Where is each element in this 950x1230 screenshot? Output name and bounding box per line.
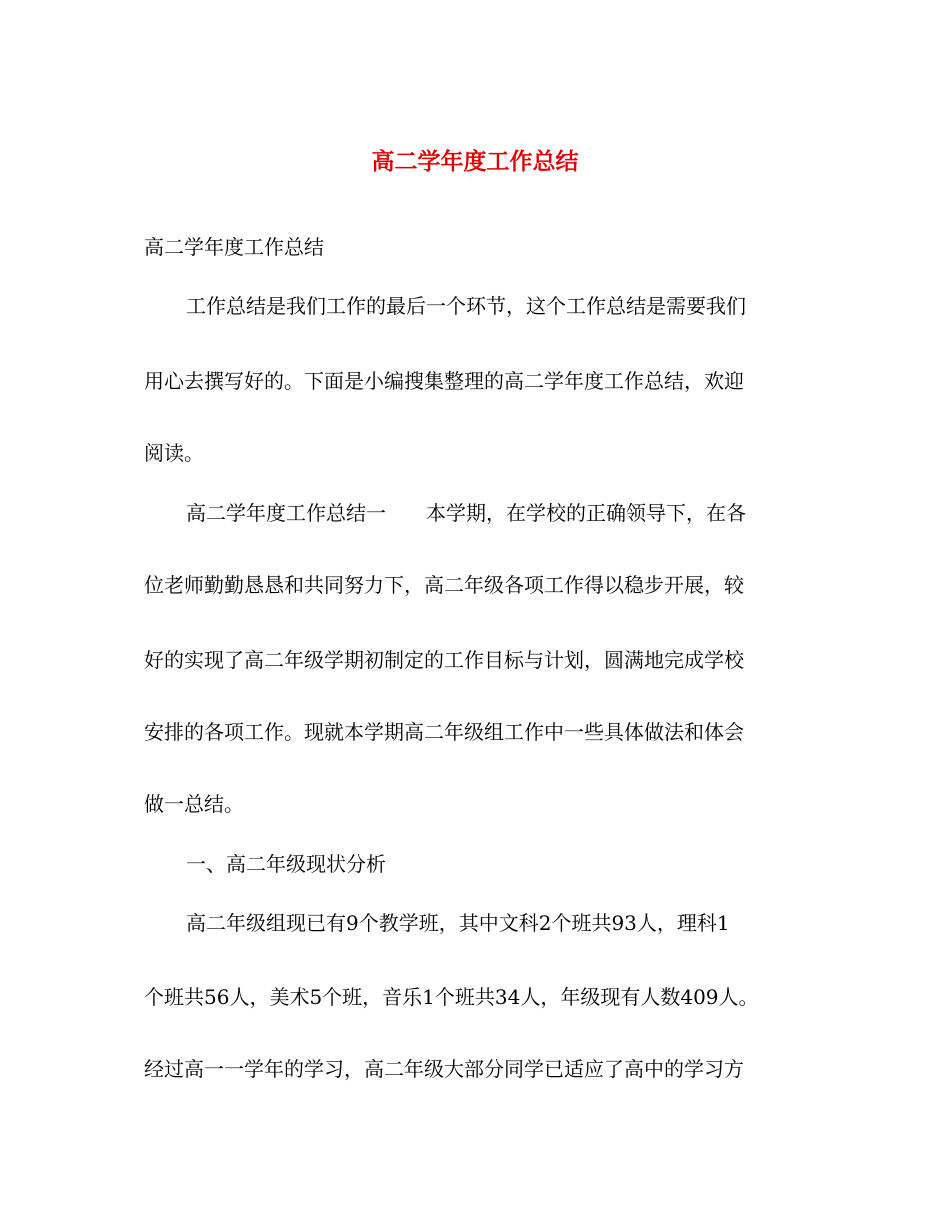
paragraph-line: 好的实现了高二年级学期初制定的工作目标与计划，圆满地完成学校 xyxy=(144,648,744,672)
paragraph-line: 用心去撰写好的。下面是小编搜集整理的高二学年度工作总结，欢迎 xyxy=(144,369,744,393)
paragraph-line: 高二学年度工作总结一 本学期，在学校的正确领导下，在各 xyxy=(186,501,746,525)
paragraph-line: 个班共56人，美术5个班，音乐1个班共34人，年级现有人数409人。 xyxy=(144,985,759,1009)
paragraph-line: 阅读。 xyxy=(144,441,204,465)
section-heading: 一、高二年级现状分析 xyxy=(186,852,386,876)
document-title: 高二学年度工作总结 xyxy=(371,148,579,175)
paragraph-line: 做一总结。 xyxy=(144,792,244,816)
paragraph-line: 高二年级组现已有9个教学班，其中文科2个班共93人，理科1 xyxy=(186,911,730,935)
paragraph-line: 经过高一一学年的学习，高二年级大部分同学已适应了高中的学习方 xyxy=(144,1057,744,1081)
paragraph-line: 位老师勤勤恳恳和共同努力下，高二年级各项工作得以稳步开展，较 xyxy=(144,573,744,597)
paragraph-line: 安排的各项工作。现就本学期高二年级组工作中一些具体做法和体会 xyxy=(144,720,744,744)
paragraph-line: 工作总结是我们工作的最后一个环节，这个工作总结是需要我们 xyxy=(186,294,746,318)
subtitle-line: 高二学年度工作总结 xyxy=(144,235,324,259)
